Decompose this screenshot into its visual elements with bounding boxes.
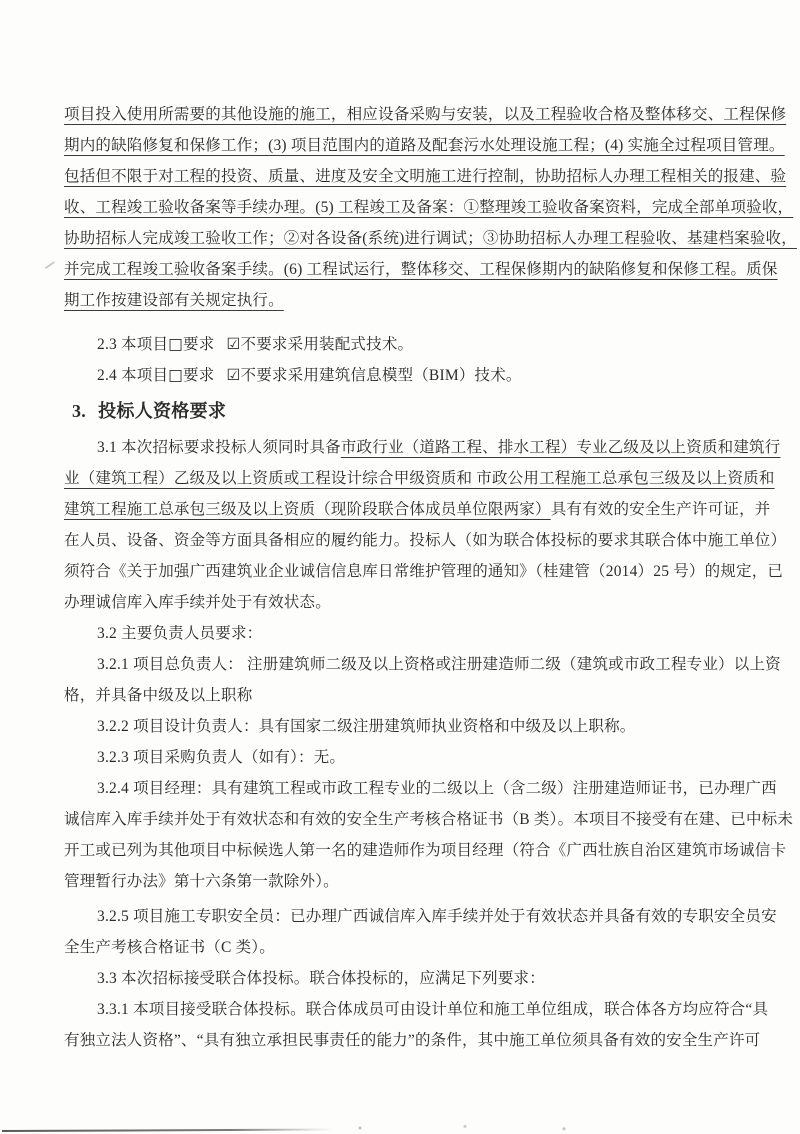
doc-line xyxy=(64,494,771,525)
section-3-heading xyxy=(64,393,754,429)
clause-3-1-qualification-underline: 建筑工程施工总承包三级及以上资质（现阶段联合体成员单位限两家） xyxy=(64,501,551,518)
clause-2-4-option-not-require: 不要求采用建筑信息模型（BIM）技术。 xyxy=(240,367,522,384)
doc-line: 并完成工程竣工验收备案手续。(6) 工程试运行，整体移交、工程保修期内的缺陷修复和保修工程。质保 xyxy=(64,261,778,278)
section-3-title: 投标人资格要求 xyxy=(98,401,227,421)
doc-line: 项目投入使用所需要的其他设施的施工，相应设备采购与安装，以及工程验收合格及整体移交、工程保修 xyxy=(64,106,787,123)
clause-3-1 xyxy=(64,432,787,618)
doc-line: 协助招标人完成竣工验收工作；②对各设备(系统)进行调试；③协助招标人办理工程验收、基建档案验收， xyxy=(64,230,797,247)
clause-2-3-prefix: 2.3 本项目 xyxy=(97,336,169,353)
clause-3-1-qualification-underline: 市政行业（道路工程、排水工程）专业乙级及以上资质和建筑行 xyxy=(340,439,781,456)
doc-line: 须符合《关于加强广西建筑业企业诚信信息库日常维护管理的通知》（桂建管（2014）25 号）的规定，已 xyxy=(64,563,784,580)
doc-line: 期工作按建设部有关规定执行。 xyxy=(64,292,284,309)
doc-line: 3.2.3 项目采购负责人（如有）：无。 xyxy=(97,749,346,766)
clause-2-4-prefix: 2.4 本项目 xyxy=(97,367,169,384)
document-body xyxy=(64,99,797,1056)
doc-line: 收、工程竣工验收备案等手续办理。(5) 工程竣工及备案：①整理竣工验收备案资料，完成全部单项验收， xyxy=(64,199,794,216)
clause-2-3-option-not-require: 不要求采用装配式技术。 xyxy=(240,336,414,353)
clause-3-2-1 xyxy=(64,649,781,711)
clause-2-3-option-require: 要求 xyxy=(183,336,215,353)
clause-3-3-1 xyxy=(64,994,769,1056)
clause-2-3 xyxy=(64,329,754,360)
doc-line: 开工或已列为其他项目中标候选人第一名的建造师作为项目经理（符合《广西壮族自治区建筑市场诚信卡 xyxy=(64,842,787,859)
doc-line: 管理暂行办法》第十六条第一款除外）。 xyxy=(64,873,339,890)
doc-line: 包括但不限于对工程的投资、质量、进度及安全文明施工进行控制，协助招标人办理工程相关的报建、验 xyxy=(64,168,787,185)
clause-3-2-5 xyxy=(64,901,777,963)
clause-3-1-tail: 具有有效的安全生产许可证，并 xyxy=(550,501,771,518)
checkbox-unchecked-icon: □ xyxy=(168,335,184,353)
doc-line: 3.3.1 本项目接受联合体投标。联合体成员可由设计单位和施工单位组成，联合体各方均应符合“具 xyxy=(97,1001,769,1018)
checkbox-checked-icon: ☑ xyxy=(226,366,241,384)
clause-3-3: 3.3 本次招标接受联合体投标。联合体投标的，应满足下列要求： xyxy=(97,970,545,987)
paragraph-project-scope xyxy=(64,99,797,316)
doc-line: 办理诚信库入库手续并处于有效状态。 xyxy=(64,594,331,611)
clause-3-2-2 xyxy=(64,711,754,742)
scan-speckles xyxy=(330,1124,630,1132)
clause-3-2-4 xyxy=(64,773,794,897)
doc-line: 在人员、设备、资金等方面具备相应的履约能力。投标人（如为联合体投标的要求其联合体中施工单位） xyxy=(64,532,787,549)
clause-3-1-lead: 3.1 本次招标要求投标人须同时具备 xyxy=(97,439,341,456)
doc-line xyxy=(64,432,781,463)
clause-2-4-option-require: 要求 xyxy=(183,367,215,384)
clause-2-4 xyxy=(64,360,754,391)
doc-line: 全生产考核合格证书（C 类）。 xyxy=(64,939,275,956)
doc-line: 3.2.4 项目经理：具有建筑工程或市政工程专业的二级以上（含二级）注册建造师证书，已办理广西 xyxy=(97,780,777,797)
doc-line: 有独立法人资格”、“具有独立承担民事责任的能力”的条件，其中施工单位须具备有效的安全生产许可 xyxy=(64,1032,761,1049)
doc-line: 3.2.1 项目总负责人： 注册建筑师二级及以上资格或注册建造师二级（建筑或市政工程专业）以上资 xyxy=(97,656,781,673)
doc-line: 期内的缺陷修复和保修工作；(3) 项目范围内的道路及配套污水处理设施工程；(4) 实施全过程项目管理。 xyxy=(64,137,785,154)
doc-line: 诚信库入库手续并处于有效状态和有效的安全生产考核合格证书（B 类）。本项目不接受有在建、已中标未 xyxy=(64,811,794,828)
checkbox-checked-icon: ☑ xyxy=(226,335,241,353)
doc-line: 3.2.5 项目施工专职安全员：已办理广西诚信库入库手续并处于有效状态并具备有效的专职安全员安 xyxy=(97,908,777,925)
scan-smudge-mark xyxy=(45,262,64,275)
checkbox-unchecked-icon: □ xyxy=(168,366,184,384)
doc-line: 3.2.2 项目设计负责人：具有国家二级注册建筑师执业资格和中级及以上职称。 xyxy=(97,718,636,735)
doc-line: 格，并具备中级及以上职称 xyxy=(64,687,253,704)
clause-3-1-qualification-underline: 业（建筑工程）乙级及以上资质或工程设计综合甲级资质和 市政公用工程施工总承包三级及以上资质和 xyxy=(64,470,775,487)
doc-line xyxy=(64,463,775,494)
scan-edge-line xyxy=(2,1129,332,1132)
clause-3-2: 3.2 主要负责人员要求： xyxy=(97,625,263,642)
section-3-number: 3. xyxy=(72,401,87,421)
clause-3-2-3 xyxy=(64,742,754,773)
